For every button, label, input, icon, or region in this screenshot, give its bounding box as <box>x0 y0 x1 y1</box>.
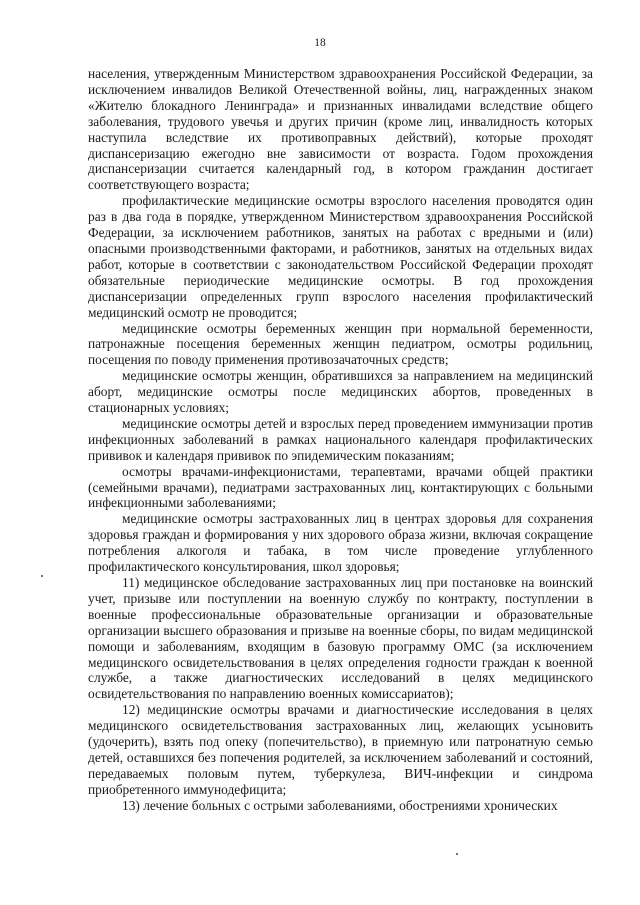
paragraph-continuation: населения, утвержденным Министерством здравоохранения Российской Федерации, за исключением инвалидов Великой Отечественной войны, лиц, награжденных знаком «Жителю блокадного Ленинграда» и признанных инвалидами вследствие общего заболевания, трудового увечья и других причин (кроме лиц, инвалидность которых наступила вследствие их противоправных действий), которые проходят диспансеризацию ежегодно вне зависимости от возраста. Годом прохождения диспансеризации считается календарный год, в котором гражданин достигает соответствующего возраста; <box>88 66 593 193</box>
paragraph-abortion-referral: медицинские осмотры женщин, обратившихся за направлением на медицинский аборт, медицинские осмотры после медицинских абортов, проведенных в стационарных условиях; <box>88 368 593 416</box>
page-number: 18 <box>314 37 326 49</box>
paragraph-preventive-checkups: профилактические медицинские осмотры взрослого населения проводятся один раз в два года в порядке, утвержденном Министерством здравоохранения Российской Федерации, за исключением работников, занятых на работах с вредными и (или) опасными производственными факторами, и работников, занятых на отдельных видах работ, которые в соответствии с законодательством Российской Федерации проходят обязательные периодические медицинские осмотры. В год прохождения диспансеризации определенных групп взрослого населения профилактический медицинский осмотр не проводится; <box>88 193 593 320</box>
document-body <box>88 66 593 814</box>
paragraph-item-12: 12) медицинские осмотры врачами и диагностические исследования в целях медицинского освидетельствования застрахованных лиц, желающих усыновить (удочерить), взять под опеку (попечительство), в приемную или патронатную семью детей, оставшихся без попечения родителей, за исключением заболеваний и состояний, передаваемых половым путем, туберкулеза, ВИЧ-инфекции и синдрома приобретенного иммунодефицита; <box>88 702 593 797</box>
paragraph-immunization: медицинские осмотры детей и взрослых перед проведением иммунизации против инфекционных заболеваний в рамках национального календаря профилактических прививок и календаря прививок по эпидемическим показаниям; <box>88 415 593 463</box>
scan-speck <box>41 575 43 577</box>
paragraph-item-11: 11) медицинское обследование застрахованных лиц при постановке на воинский учет, призыве или поступлении на военную службу по контракту, поступлении в военные профессиональные образовательные организации и образовательные организации высшего образования и призыве на военные сборы, по видам медицинской помощи и заболеваниям, входящим в базовую программу ОМС (за исключением медицинского освидетельствования в целях определения годности граждан к военной службе, а также диагностических исследований в целях медицинского освидетельствования по направлению военных комиссариатов); <box>88 575 593 702</box>
paragraph-item-13: 13) лечение больных с острыми заболеваниями, обострениями хронических <box>122 797 558 813</box>
scan-speck <box>456 853 458 855</box>
paragraph-infectious-contacts: осмотры врачами-инфекционистами, терапевтами, врачами общей практики (семейными врачами), педиатрами застрахованных лиц, контактирующих с больными инфекционными заболеваниями; <box>88 463 593 511</box>
paragraph-pregnant-women: медицинские осмотры беременных женщин при нормальной беременности, патронажные посещения беременных женщин педиатром, осмотры родильниц, посещения по поводу применения противозачаточных средств; <box>88 320 593 368</box>
paragraph-health-centers: медицинские осмотры застрахованных лиц в центрах здоровья для сохранения здоровья граждан и формирования у них здорового образа жизни, включая сокращение потребления алкоголя и табака, в том числе проведение углубленного профилактического консультирования, школ здоровья; <box>88 511 593 575</box>
